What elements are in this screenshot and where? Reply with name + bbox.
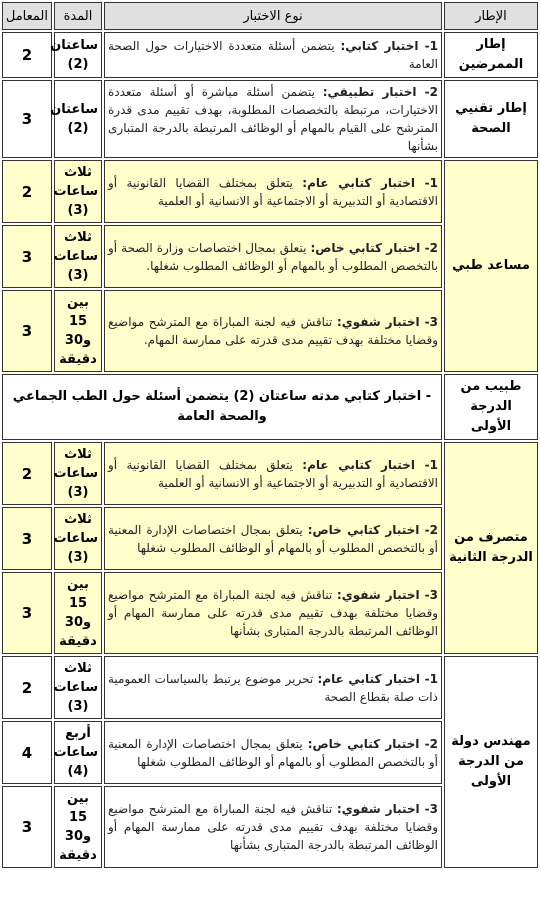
exam-description: يتضمن أسئلة مباشرة أو أسئلة متعددة الاختيارات، مرتبطة بالتخصصات المطلوبة، بهدف تقييم مدى قدرة المترشح على القيام بالمهام أو الوظائف المرتبطة بالدرجة المتبارى بشأنها — [108, 85, 438, 153]
exam-type-cell — [104, 721, 442, 784]
exam-description: يتعلق بمجال اختصاصات وزارة الصحة أو بالتخصص المطلوب أو بالمهام أو الوظائف المطلوب شغلها. — [108, 240, 438, 273]
coefficient-cell: 2 — [2, 32, 52, 78]
table-row — [2, 160, 538, 223]
exam-description: يتعلق بمجال اختصاصات الإدارة المعنية أو بالتخصص المطلوب أو بالمهام أو الوظائف المطلوب شغلها — [108, 522, 438, 555]
exam-type-cell — [104, 32, 442, 78]
exam-type-cell — [104, 572, 442, 654]
exam-number: 2- — [419, 522, 439, 537]
exam-number: 1- — [414, 175, 438, 190]
exam-label: اختبار كتابي عام: — [302, 457, 415, 472]
frame-cell: مساعد طبي — [444, 160, 538, 372]
exam-label: اختبار تطبيقي: — [322, 85, 417, 99]
coefficient-cell: 3 — [2, 225, 52, 288]
duration-cell: بين 15 و30 دقيقة — [54, 786, 102, 868]
exam-label: اختبار كتابي: — [340, 39, 419, 53]
exam-number: 3- — [419, 315, 438, 329]
header-coefficient: المعامل — [2, 2, 52, 30]
exam-type-cell — [104, 160, 442, 223]
exam-type-cell — [104, 656, 442, 719]
coefficient-cell: 3 — [2, 786, 52, 868]
exam-number: 2- — [416, 85, 438, 99]
duration-cell: ثلاث ساعات (3) — [54, 225, 102, 288]
exam-type-cell — [104, 786, 442, 868]
exam-label: اختبار شفوي: — [336, 588, 420, 602]
exam-type-cell — [104, 290, 442, 372]
coefficient-cell: 2 — [2, 656, 52, 719]
duration-cell: ساعتان (2) — [54, 80, 102, 158]
frame-cell: طبيب من الدرجة الأولى — [444, 374, 538, 440]
exam-type-cell — [104, 442, 442, 505]
frame-cell: إطار الممرضين — [444, 32, 538, 78]
coefficient-cell: 3 — [2, 572, 52, 654]
exam-number: 3- — [419, 802, 438, 816]
duration-cell: أربع ساعات (4) — [54, 721, 102, 784]
exam-number: 1- — [418, 39, 438, 53]
frame-cell: مهندس دولة من الدرجة الأولى — [444, 656, 538, 868]
exam-number: 2- — [420, 240, 439, 255]
exam-number: 3- — [419, 588, 438, 602]
exam-number: 2- — [419, 736, 439, 751]
table-row — [2, 442, 538, 505]
exam-description: يتعلق بمختلف القضايا القانونية أو الاقتصادية أو التدبيرية أو الاجتماعية أو الانسانية أو العلمية — [108, 175, 438, 208]
exam-description: يتعلق بمختلف القضايا القانونية أو الاقتصادية أو التدبيرية أو الاجتماعية أو الانسانية أو العلمية — [108, 457, 438, 490]
duration-cell: ثلاث ساعات (3) — [54, 442, 102, 505]
frame-cell: متصرف من الدرجة الثانية — [444, 442, 538, 654]
exam-label: اختبار شفوي: — [336, 315, 420, 329]
coefficient-cell: 2 — [2, 160, 52, 223]
duration-cell: بين 15 و30 دقيقة — [54, 290, 102, 372]
frame-cell: إطار تقنيي الصحة — [444, 80, 538, 158]
table-row — [2, 80, 538, 158]
exam-label: اختبار كتابي عام: — [317, 671, 421, 686]
exam-description: تناقش فيه لجنة المباراة مع المترشح مواضيع وقضايا مختلفة بهدف تقييم مدى قدرته على ممارسة المهام أو الوظائف المرتبطة بالدرجة المتبارى بشأنها — [108, 588, 438, 638]
exam-label: اختبار كتابي عام: — [302, 175, 415, 190]
exam-description: تناقش فيه لجنة المباراة مع المترشح مواضيع وقضايا مختلفة بهدف تقييم مدى قدرته على ممارسة المهام. — [108, 315, 438, 347]
exam-number: 1- — [420, 671, 438, 686]
header-type: نوع الاختبار — [104, 2, 442, 30]
duration-cell: بين 15 و30 دقيقة — [54, 572, 102, 654]
duration-cell: ثلاث ساعات (3) — [54, 507, 102, 570]
table-row — [2, 374, 538, 440]
duration-cell: ساعتان (2) — [54, 32, 102, 78]
header-row — [2, 2, 538, 30]
exam-description: تناقش فيه لجنة المباراة مع المترشح مواضيع وقضايا مختلفة بهدف تقييم مدى قدرته على ممارسة المهام أو الوظائف المرتبطة بالدرجة المتبارى بشأنها — [108, 802, 438, 852]
coefficient-cell: 3 — [2, 80, 52, 158]
exam-type-cell — [104, 80, 442, 158]
coefficient-cell: 3 — [2, 290, 52, 372]
exam-label: اختبار كتابي خاص: — [310, 240, 421, 255]
duration-cell: ثلاث ساعات (3) — [54, 160, 102, 223]
exam-description: يتضمن أسئلة متعددة الاختيارات حول الصحة العامة — [108, 39, 438, 71]
coefficient-cell: 4 — [2, 721, 52, 784]
exam-type-cell — [104, 225, 442, 288]
exam-number: 1- — [414, 457, 438, 472]
table-row — [2, 32, 538, 78]
exam-description: تحرير موضوع يرتبط بالسياسات العمومية ذات صلة بقطاع الصحة — [108, 671, 438, 704]
exam-label: اختبار كتابي خاص: — [307, 522, 420, 537]
header-duration: المدة — [54, 2, 102, 30]
coefficient-cell: 3 — [2, 507, 52, 570]
exam-label: اختبار كتابي خاص: — [307, 736, 420, 751]
table-row — [2, 656, 538, 719]
exam-type-cell: - اختبار كتابي مدته ساعتان (2) يتضمن أسئلة حول الطب الجماعي والصحة العامة — [2, 374, 442, 440]
duration-cell: ثلاث ساعات (3) — [54, 656, 102, 719]
coefficient-cell: 2 — [2, 442, 52, 505]
header-frame: الإطار — [444, 2, 538, 30]
exam-description: يتعلق بمجال اختصاصات الإدارة المعنية أو بالتخصص المطلوب أو بالمهام أو الوظائف المطلوب شغلها — [108, 736, 438, 769]
exam-label: اختبار شفوي: — [336, 802, 420, 816]
exam-type-cell — [104, 507, 442, 570]
